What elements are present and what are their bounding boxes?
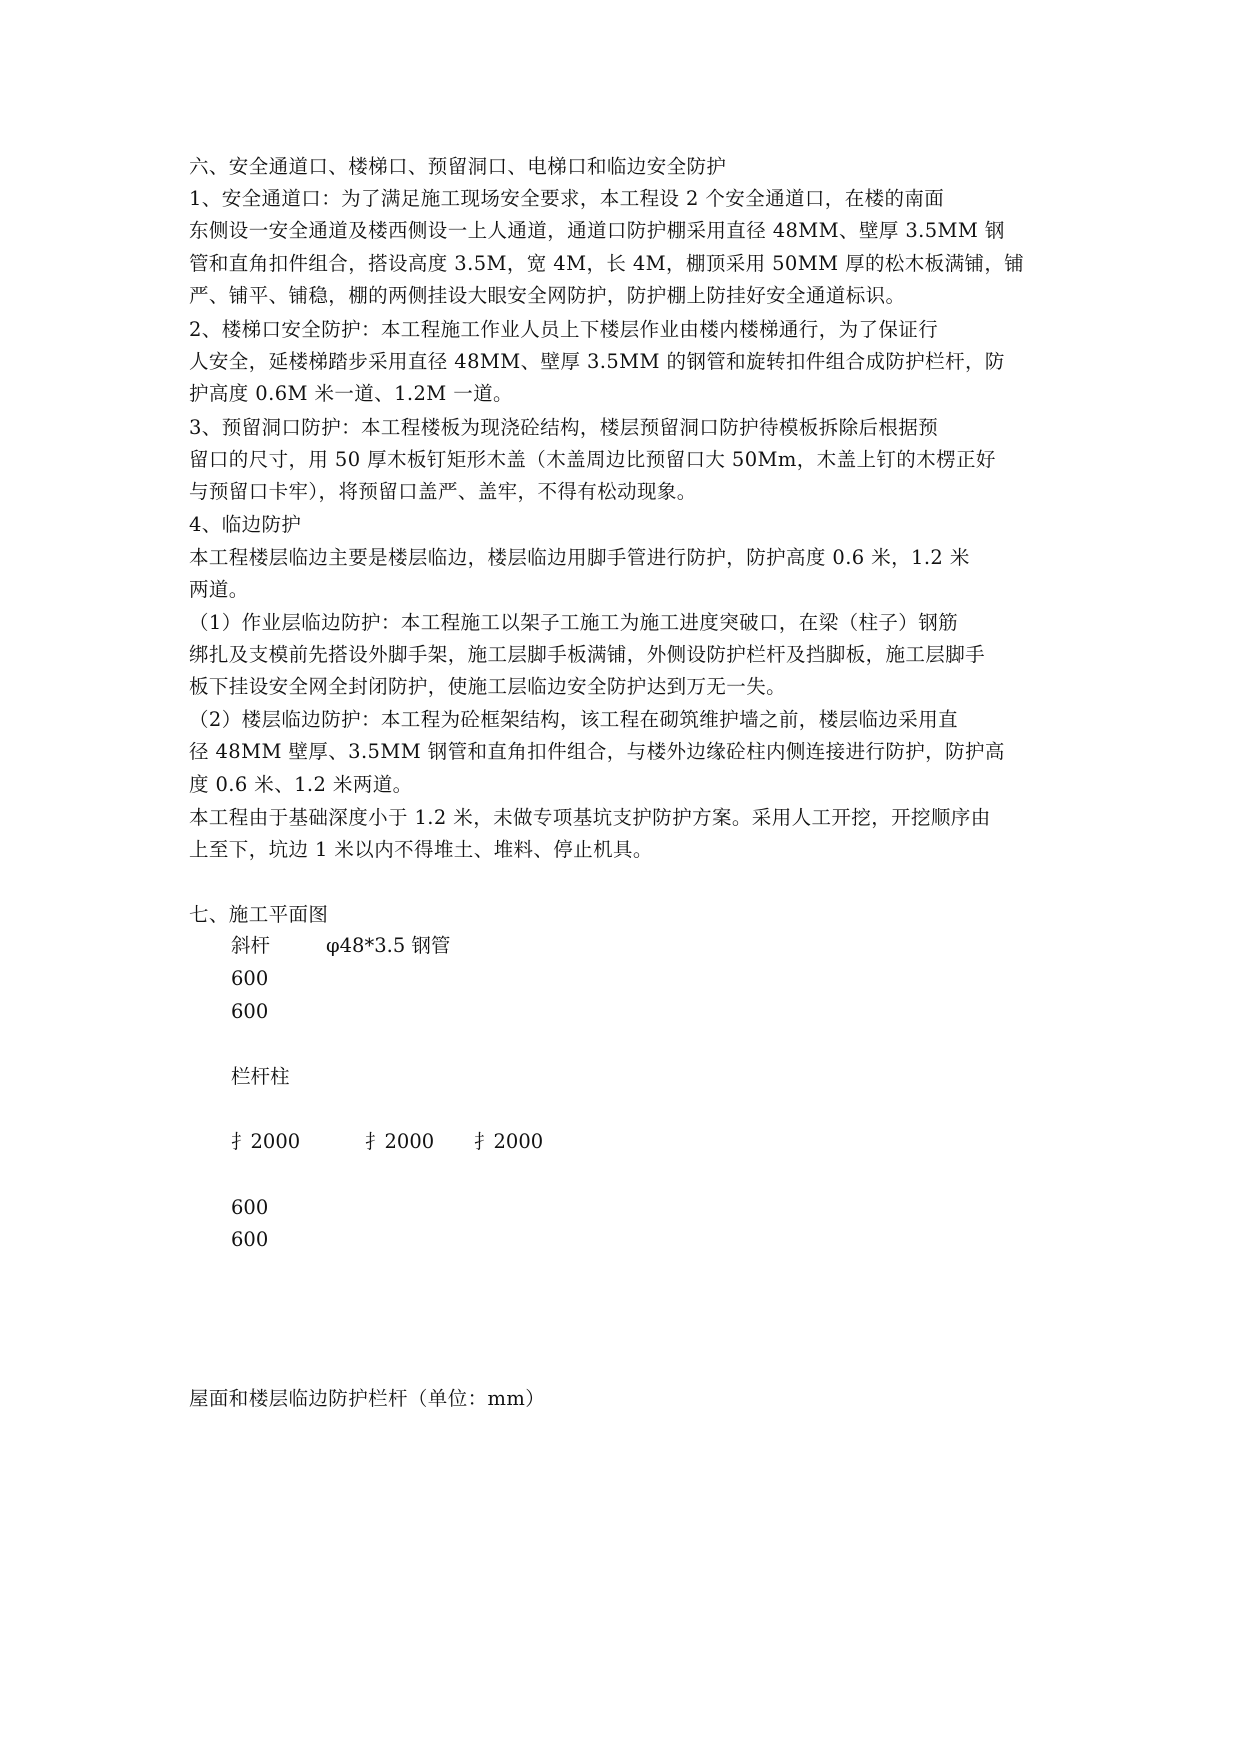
post-spacing-1: ⺘2000: [231, 1130, 301, 1153]
section6-line-16: 板下挂设安全网全封闭防护，使施工层临边安全防护达到万无一失。: [189, 675, 787, 698]
section6-line-17: （2）楼层临边防护：本工程为砼框架结构，该工程在砌筑维护墙之前，楼层临边采用直: [189, 708, 959, 731]
section6-line-9: 留口的尺寸，用 50 厚木板钉矩形木盖（木盖周边比预留口大 50Mm，木盖上钉的木楞正好: [189, 448, 996, 471]
post-label: 栏杆柱: [231, 1065, 290, 1088]
post-spacing-2: ⺘2000: [365, 1130, 435, 1153]
section6-line-4: 严、铺平、铺稳，棚的两侧挂设大眼安全网防护，防护棚上防挂好安全通道标识。: [189, 284, 906, 307]
section6-line-14: （1）作业层临边防护：本工程施工以架子工施工为施工进度突破口，在梁（柱子）钢筋: [189, 611, 959, 634]
section6-line-3: 管和直角扣件组合，搭设高度 3.5M，宽 4M，长 4M，棚顶采用 50MM 厚的松木板满铺，铺: [189, 252, 1025, 275]
top-dimension-1: 600: [231, 967, 269, 990]
section6-line-15: 绑扎及支模前先搭设外脚手架，施工层脚手板满铺，外侧设防护栏杆及挡脚板，施工层脚手: [189, 643, 986, 666]
section6-line-11: 4、临边防护: [189, 513, 302, 536]
section6-heading: 六、安全通道口、楼梯口、预留洞口、电梯口和临边安全防护: [189, 155, 727, 178]
post-spacing-3: ⺘2000: [474, 1130, 544, 1153]
bottom-dimension-2: 600: [231, 1228, 269, 1251]
section6-line-7: 护高度 0.6M 米一道、1.2M 一道。: [189, 382, 513, 405]
section6-line-19: 度 0.6 米、1.2 米两道。: [189, 773, 413, 796]
section6-line-20: 本工程由于基础深度小于 1.2 米，未做专项基坑支护防护方案。采用人工开挖，开挖顺序由: [189, 806, 991, 829]
section6-line-1: 1、安全通道口：为了满足施工现场安全要求，本工程设 2 个安全通道口，在楼的南面: [189, 187, 945, 210]
section6-line-12: 本工程楼层临边主要是楼层临边，楼层临边用脚手管进行防护，防护高度 0.6 米，1.2 米: [189, 546, 970, 569]
diagram-caption: 屋面和楼层临边防护栏杆（单位：mm）: [189, 1387, 546, 1410]
section6-line-18: 径 48MM 壁厚、3.5MM 钢管和直角扣件组合，与楼外边缘砼柱内侧连接进行防护，防护高: [189, 740, 1005, 763]
brace-label: 斜杆: [231, 934, 271, 957]
top-dimension-2: 600: [231, 1000, 269, 1023]
section6-line-10: 与预留口卡牢），将预留口盖严、盖牢，不得有松动现象。: [189, 480, 697, 503]
section6-line-5: 2、楼梯口安全防护：本工程施工作业人员上下楼层作业由楼内楼梯通行，为了保证行: [189, 318, 939, 341]
bottom-dimension-1: 600: [231, 1196, 269, 1219]
section6-line-13: 两道。: [189, 578, 249, 601]
section6-line-8: 3、预留洞口防护：本工程楼板为现浇砼结构，楼层预留洞口防护待模板拆除后根据预: [189, 416, 939, 439]
section6-line-21: 上至下，坑边 1 米以内不得堆土、堆料、停止机具。: [189, 838, 653, 861]
section6-line-6: 人安全，延楼梯踏步采用直径 48MM、壁厚 3.5MM 的钢管和旋转扣件组合成防护栏杆，防: [189, 350, 1005, 373]
section6-line-2: 东侧设一安全通道及楼西侧设一上人通道，通道口防护棚采用直径 48MM、壁厚 3.5MM 钢: [189, 219, 1005, 242]
pipe-label: φ48*3.5 钢管: [326, 934, 451, 957]
section7-heading: 七、施工平面图: [189, 903, 329, 926]
